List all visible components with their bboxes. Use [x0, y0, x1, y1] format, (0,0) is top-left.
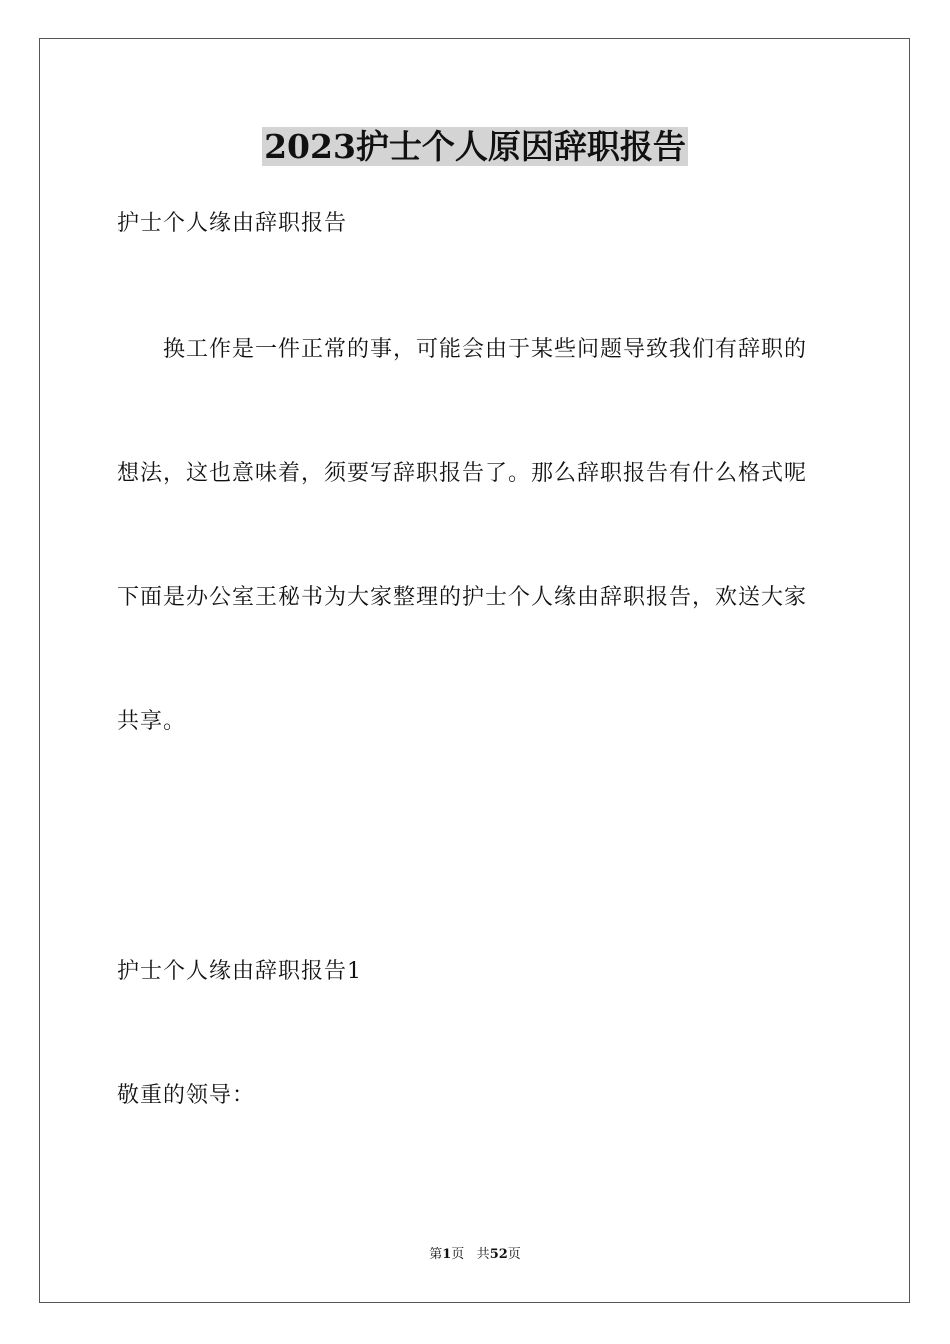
total-suffix: 页: [507, 1247, 521, 1262]
page-suffix: 页: [451, 1247, 465, 1262]
page-footer: [0, 1246, 950, 1264]
total-pages: 52: [489, 1247, 508, 1262]
intro-line-3: 下面是办公室王秘书为大家整理的护士个人缘由辞职报告，欢送大家: [117, 585, 808, 610]
intro-line-1: 换工作是一件正常的事，可能会由于某些问题导致我们有辞职的: [163, 337, 808, 362]
section-heading: 护士个人缘由辞职报告1: [117, 959, 362, 984]
intro-line-2: 想法，这也意味着，须要写辞职报告了。那么辞职报告有什么格式呢: [117, 461, 808, 486]
document-title: [0, 124, 950, 170]
salutation: 敬重的领导：: [117, 1083, 256, 1108]
document-title-text: 2023护士个人原因辞职报告: [264, 127, 686, 166]
intro-line-4: 共享。: [117, 709, 187, 734]
page-prefix: 第: [429, 1247, 443, 1262]
total-prefix: 共: [476, 1247, 490, 1262]
document-subtitle: 护士个人缘由辞职报告: [117, 211, 348, 236]
page-number: 1: [442, 1247, 452, 1262]
